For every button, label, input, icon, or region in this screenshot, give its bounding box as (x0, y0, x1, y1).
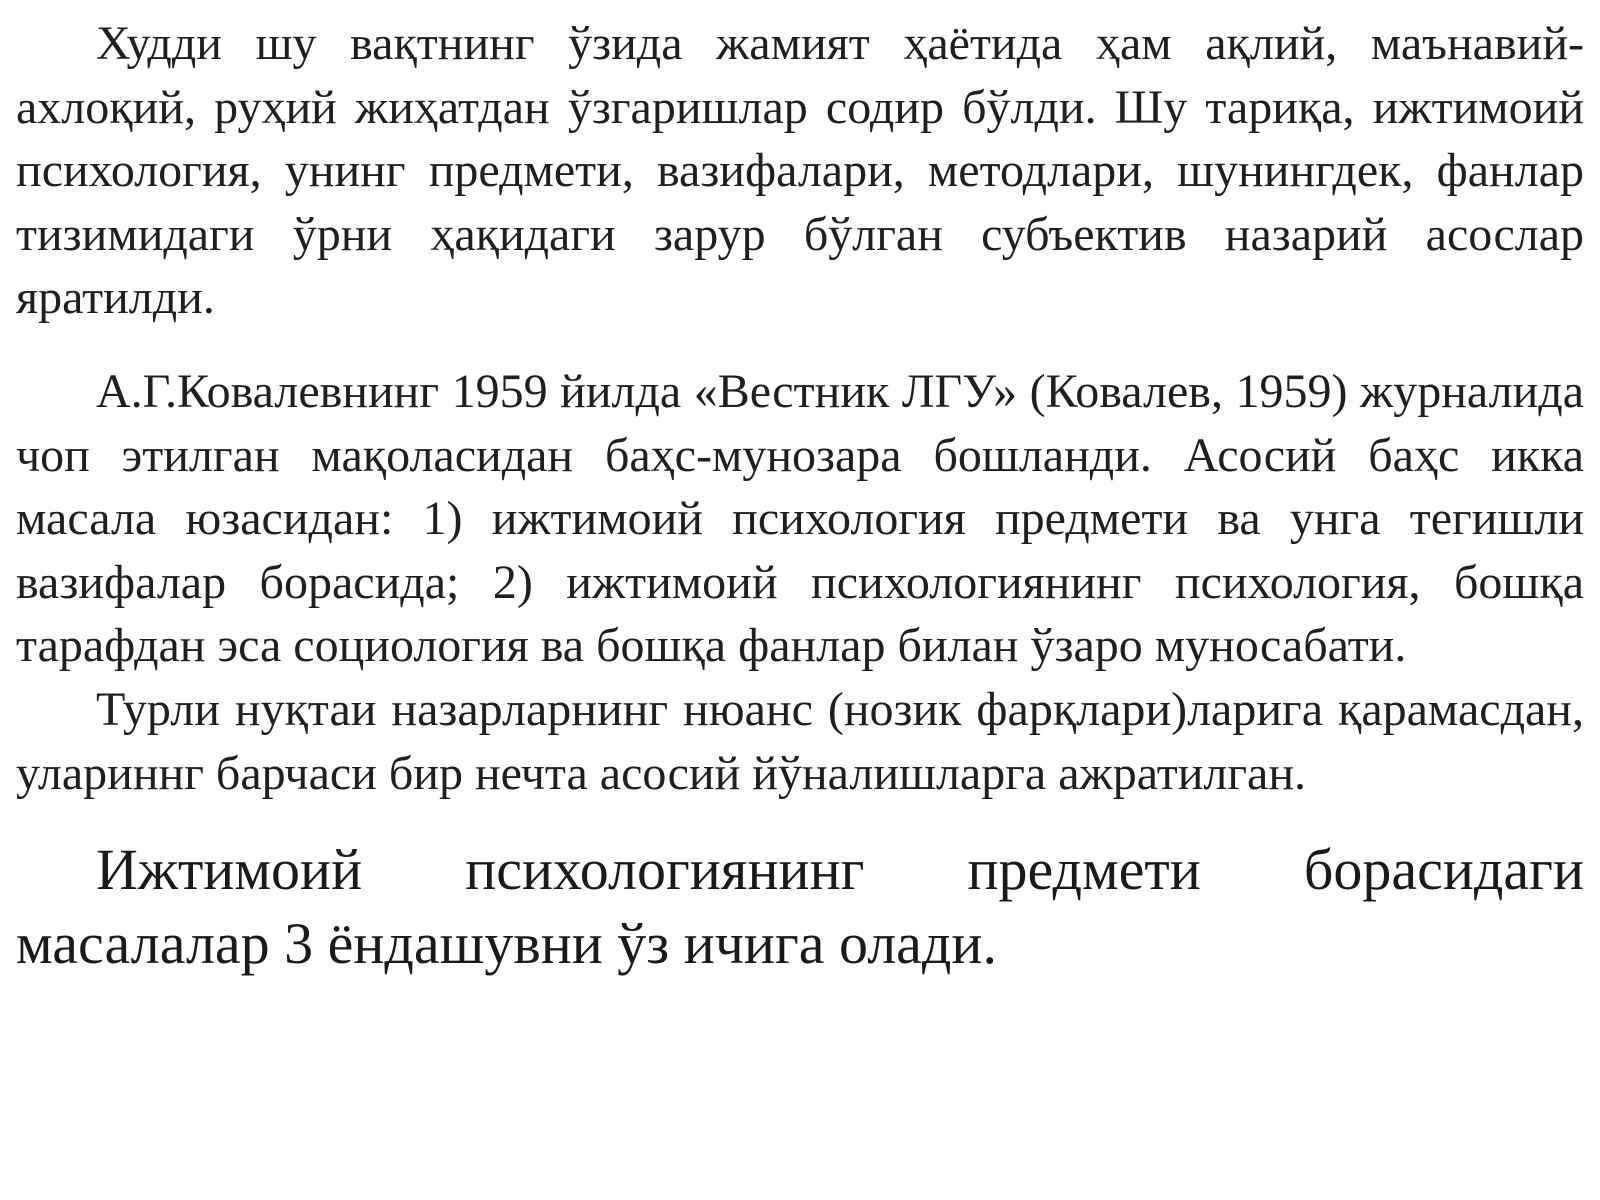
paragraph-kovalev-debate: А.Г.Ковалевнинг 1959 йилда «Вестник ЛГУ» (Ковалев, 1959) журналида чоп этилган мақоласидан баҳс-мунозара бошланди. Асосий баҳс икка масала юзасидан: 1) ижтимоий психология предмети ва унга тегишли вазифалар борасида; 2) ижтимоий психологиянинг психология, бошқа тарафдан эса социология ва бошқа фанлар билан ўзаро муносабати. (16, 364, 1584, 673)
paragraph-viewpoints: Турли нуқтаи назарларнинг нюанс (нозик фарқлари)ларига қарамасдан, улариннг барчаси бир нечта асосий йўналишларга ажратилган. (16, 682, 1584, 800)
paragraph-society-changes: Худди шу вақтнинг ўзида жамият ҳаётида ҳам ақлий, маънавий-ахлоқий, руҳий жиҳатдан ўзгаришлар содир бўлди. Шу тариқа, ижтимоий психология, унинг предмети, вазифалари, методлари, шунингдек, фанлар тизимидаги ўрни ҳақидаги зарур бўлган субъектив назарий асослар яратилди. (16, 17, 1584, 325)
section-heading: Ижтимоий психологиянинг предмети борасидаги масалалар 3 ёндашувни ўз ичига олади. (16, 837, 1584, 977)
